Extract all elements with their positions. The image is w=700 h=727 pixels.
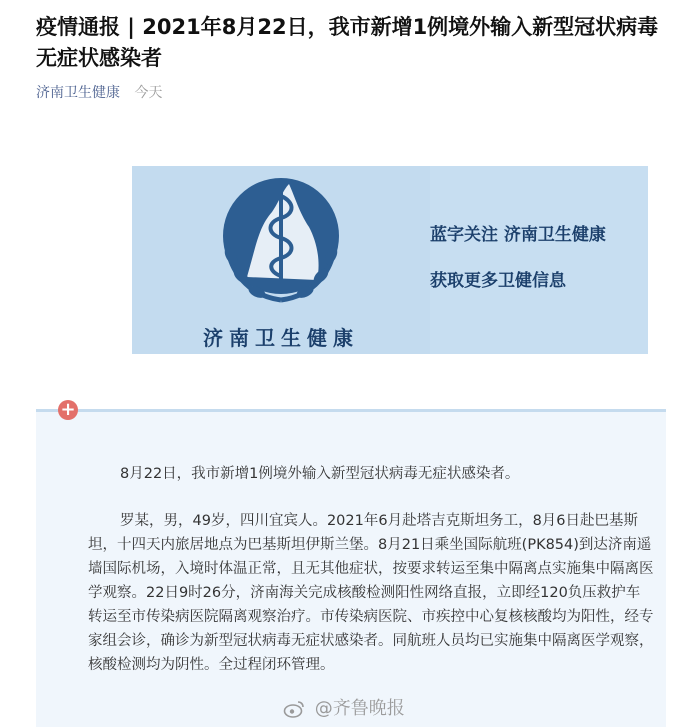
plus-icon: +: [58, 400, 78, 420]
account-name-link[interactable]: 济南卫生健康: [36, 85, 120, 101]
banner-logo-text: 济南卫生健康: [203, 326, 359, 350]
watermark-text: @齐鲁晚报: [314, 698, 405, 719]
banner-info-text: 获取更多卫健信息: [430, 271, 566, 291]
article-content-card: [36, 412, 666, 727]
banner-follow-text: 蓝字关注 济南卫生健康: [430, 225, 606, 245]
weibo-icon: [283, 700, 305, 718]
article-title: 疫情通报 | 2021年8月22日，我市新增1例境外输入新型冠状病毒无症状感染者: [36, 15, 659, 70]
publish-time: 今天: [134, 85, 163, 101]
weibo-watermark: [283, 694, 405, 720]
header-banner-image: [132, 166, 648, 354]
banner-slogan-panel: [430, 166, 648, 354]
banner-logo-panel: [132, 166, 430, 354]
section-divider: [36, 409, 666, 412]
body-paragraph-1: 8月22日，我市新增1例境外输入新型冠状病毒无症状感染者。: [120, 466, 520, 482]
article-meta: [36, 82, 162, 102]
body-paragraph-2: 罗某，男，49岁，四川宜宾人。2021年6月赴塔吉克斯坦务工，8月6日赴巴基斯坦，十四天内旅居地点为巴基斯坦伊斯兰堡。8月21日乘坐国际航班(PK854)到达济南遥墙国际机场，入境时体温正常，且无其他症状，按要求转运至集中隔离点实施集中隔离医学观察。22日9时26分，济南海关完成核酸检测阳性网络直报，立即经120负压救护车转运至市传染病医院隔离观察治疗。市传染病医院、市疾控中心复核核酸均为阳性，经专家组会诊，确诊为新型冠状病毒无症状感染者。同航班人员均已实施集中隔离医学观察，核酸检测均为阴性。全过程闭环管理。: [88, 513, 654, 673]
health-emblem-icon: [217, 172, 345, 312]
